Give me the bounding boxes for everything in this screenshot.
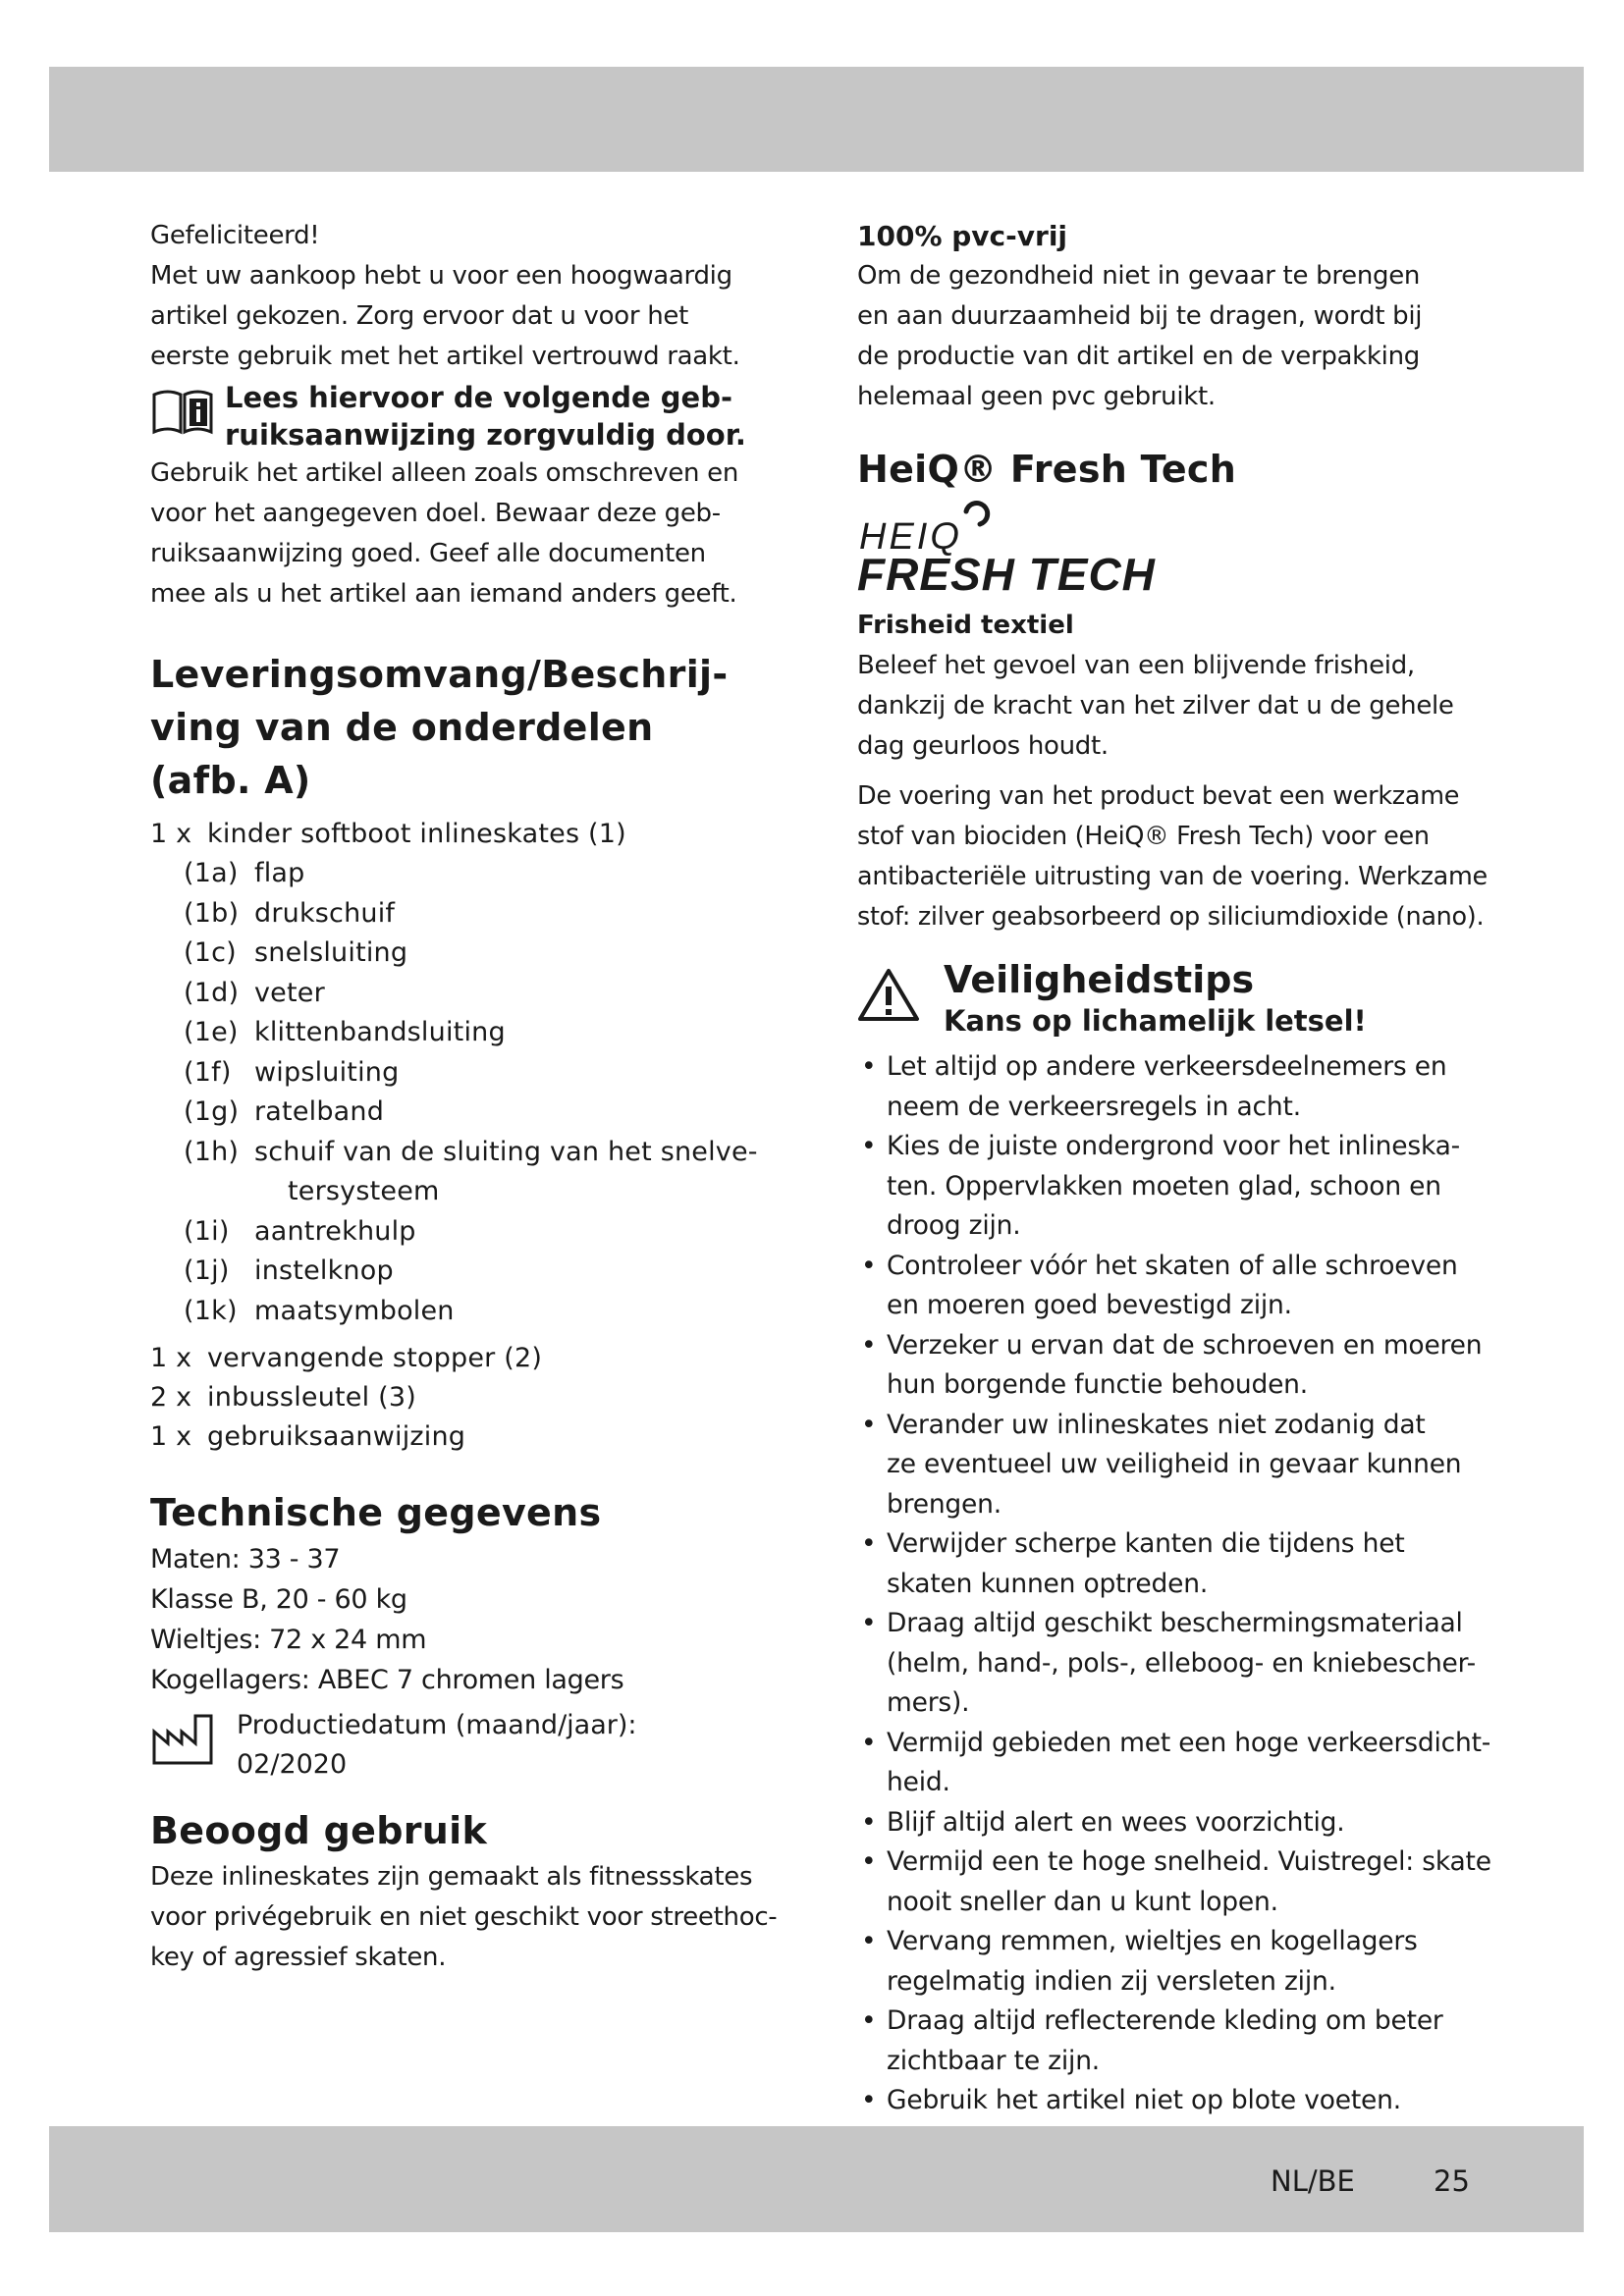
tip-line: Gebruik het artikel niet op blote voeten.: [887, 2085, 1401, 2115]
list-item: [857, 1406, 1495, 1525]
intro-greeting: Gefeliciteerd!: [150, 221, 320, 250]
heiq-p1-line: dag geurloos houdt.: [857, 731, 1109, 761]
tip-line: mers).: [887, 1687, 970, 1718]
safety-title: Veiligheidstips: [944, 958, 1255, 1001]
part-label: ratelband: [254, 1096, 385, 1127]
list-item: [857, 1842, 1495, 1922]
tip-line: droog zijn.: [887, 1210, 1021, 1241]
heiq-p2-line: stof: zilver geabsorbeerd op siliciumdioxide (nano).: [857, 902, 1485, 932]
production-value: 02/2020: [237, 1749, 348, 1780]
tip-line: nooit sneller dan u kunt lopen.: [887, 1886, 1278, 1917]
tip-line: brengen.: [887, 1488, 1001, 1520]
heiq-logo: [855, 498, 1495, 600]
list-item: [857, 1047, 1495, 1127]
tech-class: Klasse B, 20 - 60 kg: [150, 1584, 407, 1615]
list-item: [857, 1604, 1495, 1724]
tip-line: en moeren goed bevestigd zijn.: [887, 1290, 1292, 1320]
warn-line-2: ruiksaanwijzing zorgvuldig door.: [225, 418, 746, 452]
header-band: [49, 67, 1584, 172]
use-title: Beoogd gebruik: [150, 1809, 488, 1852]
technical-title: Technische gegevens: [150, 1491, 602, 1534]
extra-item: [150, 1378, 788, 1417]
part-item: [150, 1292, 788, 1332]
intro-line: eerste gebruik met het artikel vertrouwd raakt.: [150, 342, 740, 371]
tip-line: ze eventueel uw veiligheid in gevaar kunnen: [887, 1449, 1462, 1479]
part-item: [150, 1252, 788, 1292]
tip-line: regelmatig indien zij versleten zijn.: [887, 1965, 1336, 1997]
parts-list: [150, 815, 788, 1457]
delivery-title-line: ving van de onderdelen: [150, 706, 654, 749]
part-label: instelknop: [254, 1255, 394, 1286]
tip-line: Vervang remmen, wieltjes en kogellagers: [887, 1926, 1418, 1956]
tip-line: Vermijd een te hoge snelheid. Vuistregel: skate: [887, 1846, 1491, 1877]
part-item: [150, 1212, 788, 1253]
tip-line: (helm, hand-, pols-, elleboog- en kniebescher-: [887, 1647, 1477, 1679]
part-item: [150, 934, 788, 974]
part-label-line: tersysteem: [288, 1176, 440, 1206]
extra-item: [150, 1339, 788, 1378]
warning-triangle-icon: [857, 967, 920, 1026]
tip-line: Blijf altijd alert en wees voorzichtig.: [887, 1806, 1345, 1838]
qty: 1 x: [150, 1343, 192, 1373]
logo-top-text: HEIQ: [859, 516, 962, 558]
part-label: vervangende stopper (2): [207, 1343, 543, 1373]
list-item: [857, 1922, 1495, 2002]
tip-line: Draag altijd reflecterende kleding om beter: [887, 2005, 1443, 2036]
list-item: [857, 1326, 1495, 1406]
part-code: (1d): [184, 977, 240, 1008]
part-label: maatsymbolen: [254, 1295, 455, 1326]
tip-line: skaten kunnen optreden.: [887, 1568, 1209, 1599]
part-label: snelsluiting: [254, 937, 408, 968]
part-item: [150, 1053, 788, 1094]
delivery-title-line: Leveringsomvang/Beschrij-: [150, 653, 729, 696]
part-code: (1c): [184, 937, 237, 968]
tech-bearings: Kogellagers: ABEC 7 chromen lagers: [150, 1665, 624, 1695]
heiq-p1-line: Beleef het gevoel van een blijvende frisheid,: [857, 651, 1415, 680]
tip-line: Draag altijd geschikt beschermingsmateriaal: [887, 1608, 1463, 1638]
use-line: voor privégebruik en niet geschikt voor streethoc-: [150, 1902, 778, 1932]
part-label: aantrekhulp: [254, 1215, 416, 1247]
tip-line: Controleer vóór het skaten of alle schroeven: [887, 1250, 1458, 1281]
heiq-title: HeiQ® Fresh Tech: [857, 448, 1237, 491]
heiq-p2-line: stof van biociden (HeiQ® Fresh Tech) voor een: [857, 822, 1430, 851]
qty: 1 x: [150, 819, 192, 849]
list-item: [857, 1803, 1495, 1843]
part-label: veter: [254, 977, 325, 1008]
delivery-title-line: (afb. A): [150, 759, 311, 802]
tip-line: hun borgende functie behouden.: [887, 1369, 1308, 1400]
part-label: gebruiksaanwijzing: [207, 1421, 466, 1452]
list-item: [857, 1524, 1495, 1604]
parts-main-row: [150, 815, 788, 854]
part-code: (1a): [184, 858, 239, 888]
tip-line: Vermijd gebieden met een hoge verkeersdicht-: [887, 1727, 1491, 1758]
part-label: inbussleutel (3): [207, 1382, 416, 1413]
intro-line: Met uw aankoop hebt u voor een hoogwaardig: [150, 261, 732, 291]
list-item: [857, 1724, 1495, 1803]
list-item: [857, 1127, 1495, 1247]
tip-line: ten. Oppervlakken moeten glad, schoon en: [887, 1170, 1441, 1201]
tip-line: Verzeker u ervan dat de schroeven en moeren: [887, 1329, 1483, 1361]
safety-tips-list: [857, 1047, 1495, 2121]
part-item: [150, 974, 788, 1014]
usage-line: ruiksaanwijzing goed. Geef alle documenten: [150, 539, 706, 568]
part-code: (1j): [184, 1255, 230, 1286]
logo-bottom-text: FRESH TECH: [857, 549, 1156, 596]
part-code: (1k): [184, 1295, 238, 1326]
usage-line: voor het aangegeven doel. Bewaar deze geb-: [150, 499, 721, 528]
part-label: [254, 1133, 788, 1212]
part-label: klittenbandsluiting: [254, 1017, 506, 1047]
part-label: kinder softboot inlineskates (1): [207, 819, 626, 849]
heiq-subtitle: Frisheid textiel: [857, 611, 1074, 640]
part-code: (1e): [184, 1017, 239, 1047]
heiq-p1-line: dankzij de kracht van het zilver dat u de gehele: [857, 691, 1454, 721]
pvc-line: Om de gezondheid niet in gevaar te brengen: [857, 261, 1421, 291]
extra-item: [150, 1417, 788, 1457]
pvc-line: en aan duurzaamheid bij te dragen, wordt bij: [857, 301, 1423, 331]
use-line: Deze inlineskates zijn gemaakt als fitnessskates: [150, 1862, 753, 1892]
part-label: flap: [254, 858, 305, 888]
part-item: [150, 854, 788, 894]
pvc-line: helemaal geen pvc gebruikt.: [857, 382, 1216, 411]
list-item: [857, 2081, 1495, 2121]
part-code: (1f): [184, 1056, 232, 1088]
part-label: drukschuif: [254, 897, 396, 929]
pvc-title: 100% pvc-vrij: [857, 220, 1068, 252]
tip-line: zichtbaar te zijn.: [887, 2045, 1101, 2076]
part-item: [150, 1093, 788, 1133]
footer-language: NL/BE: [1271, 2164, 1355, 2198]
usage-line: Gebruik het artikel alleen zoals omschreven en: [150, 458, 739, 488]
tech-wheels: Wieltjes: 72 x 24 mm: [150, 1625, 427, 1655]
warn-line-1: Lees hiervoor de volgende geb-: [225, 381, 732, 414]
heiq-p2-line: antibacteriële uitrusting van de voering. Werkzame: [857, 862, 1488, 891]
part-code: (1g): [184, 1096, 240, 1127]
part-code: (1h): [184, 1136, 240, 1167]
part-label: wipsluiting: [254, 1056, 400, 1088]
part-code: (1b): [184, 897, 240, 929]
tech-sizes: Maten: 33 - 37: [150, 1544, 341, 1575]
delivery-heading: [150, 648, 788, 807]
read-instructions-notice: [150, 379, 788, 454]
tip-line: heid.: [887, 1767, 950, 1797]
part-item: [150, 1013, 788, 1053]
part-code: (1i): [184, 1215, 230, 1247]
use-line: key of agressief skaten.: [150, 1943, 447, 1972]
factory-icon: [150, 1712, 219, 1779]
part-item: [150, 1133, 788, 1212]
page-number: 25: [1434, 2164, 1470, 2198]
qty: 2 x: [150, 1382, 192, 1413]
safety-subtitle: Kans op lichamelijk letsel!: [944, 1004, 1367, 1038]
intro-line: artikel gekozen. Zorg ervoor dat u voor het: [150, 301, 688, 331]
heiq-p2-line: De voering van het product bevat een werkzame: [857, 781, 1460, 811]
list-item: [857, 1247, 1495, 1326]
production-date: [150, 1706, 788, 1785]
usage-line: mee als u het artikel aan iemand anders geeft.: [150, 579, 737, 609]
right-column: [857, 216, 1495, 2121]
pvc-line: de productie van dit artikel en de verpakking: [857, 342, 1420, 371]
qty: 1 x: [150, 1421, 192, 1452]
list-item: [857, 2002, 1495, 2081]
tip-line: neem de verkeersregels in acht.: [887, 1091, 1301, 1122]
production-label: Productiedatum (maand/jaar):: [237, 1710, 637, 1740]
tip-line: Verander uw inlineskates niet zodanig dat: [887, 1409, 1426, 1440]
left-column: [150, 216, 788, 1978]
part-item: [150, 894, 788, 934]
safety-heading: [857, 957, 1495, 1040]
tip-line: Verwijder scherpe kanten die tijdens het: [887, 1528, 1405, 1559]
tip-line: Let altijd op andere verkeersdeelnemers en: [887, 1051, 1447, 1082]
part-label-line: schuif van de sluiting van het snelve-: [254, 1136, 758, 1167]
book-info-icon: [150, 387, 215, 447]
tip-line: Kies de juiste ondergrond voor het inlineska-: [887, 1131, 1461, 1161]
